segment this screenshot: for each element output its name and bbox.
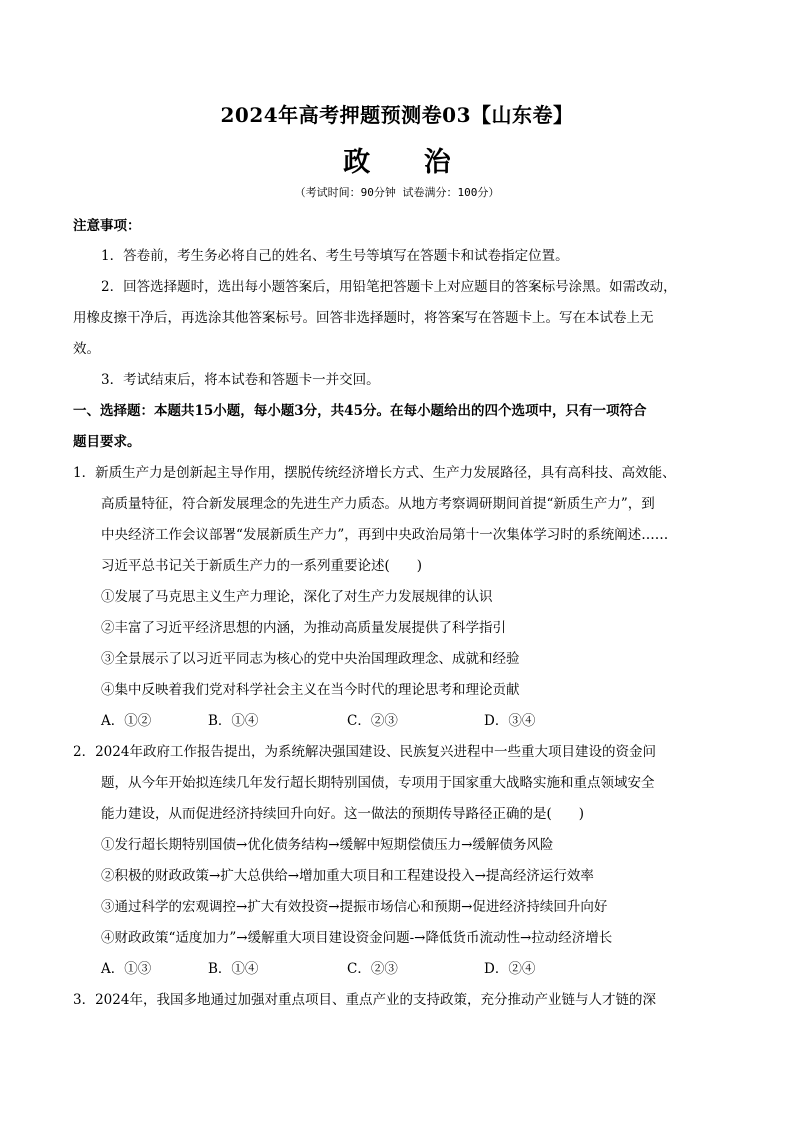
- q2-statement-2: ②积极的财政政策→扩大总供给→增加重大项目和工程建设投入→提高经济运行效率: [101, 868, 594, 884]
- notice-item-2-line-2: 用橡皮擦干净后，再选涂其他答案标号。回答非选择题时，将答案写在答题卡上。写在本试卷上无: [73, 310, 654, 326]
- q2-option-c[interactable]: C．②③: [347, 961, 398, 977]
- q1-statement-3: ③全景展示了以习近平同志为核心的党中央治国理政理念、成就和经验: [101, 651, 520, 667]
- q3-stem-line-1: 3．2024年，我国多地通过加强对重点项目、重点产业的支持政策，充分推动产业链与人才链的深: [73, 992, 656, 1008]
- section-heading-line-1: 一、选择题：本题共15小题，每小题3分，共45分。在每小题给出的四个选项中，只有一项符合: [73, 403, 647, 419]
- q1-option-c[interactable]: C．②③: [347, 713, 398, 729]
- q2-statement-1: ①发行超长期特别国债→优化债务结构→缓解中短期偿债压力→缓解债务风险: [101, 837, 554, 853]
- q2-statement-4: ④财政政策“适度加力”→缓解重大项目建设资金问题-→降低货币流动性→拉动经济增长: [101, 930, 613, 946]
- notice-item-1: 1．答卷前，考生务必将自己的姓名、考生号等填写在答题卡和试卷指定位置。: [101, 248, 569, 264]
- subject-title: 政 治: [343, 147, 473, 178]
- notice-item-2-line-1: 2．回答选择题时，选出每小题答案后，用铅笔把答题卡上对应题目的答案标号涂黑。如需改动，: [101, 279, 677, 295]
- q2-options: [0, 959, 794, 979]
- q1-option-b[interactable]: B．①④: [208, 713, 259, 729]
- q2-stem-line-2: 题，从今年开始拟连续几年发行超长期特别国债，专项用于国家重大战略实施和重点领域安全: [101, 775, 655, 791]
- q1-statement-1: ①发展了马克思主义生产力理论，深化了对生产力发展规律的认识: [101, 589, 493, 605]
- notice-item-3: 3．考试结束后，将本试卷和答题卡一并交回。: [101, 372, 380, 388]
- q2-option-d[interactable]: D．②④: [484, 961, 536, 977]
- notice-item-2-line-3: 效。: [73, 341, 100, 357]
- section-heading-line-2: 题目要求。: [73, 434, 141, 450]
- q1-option-d[interactable]: D．③④: [484, 713, 536, 729]
- exam-info: （考试时间：90分钟 试卷满分：100分）: [294, 186, 500, 199]
- q1-stem-line-2: 高质量特征，符合新发展理念的先进生产力质态。从地方考察调研期间首提“新质生产力”，到: [101, 496, 655, 512]
- q1-option-a[interactable]: A．①②: [101, 713, 152, 729]
- q2-statement-3: ③通过科学的宏观调控→扩大有效投资→提振市场信心和预期→促进经济持续回升向好: [101, 899, 608, 915]
- exam-title: 2024年高考押题预测卷03【山东卷】: [220, 103, 574, 127]
- q1-stem-line-3: 中央经济工作会议部署“发展新质生产力”，再到中央政治局第十一次集体学习时的系统阐述……: [101, 527, 669, 543]
- q2-option-a[interactable]: A．①③: [101, 961, 152, 977]
- q1-options: [0, 711, 794, 731]
- q1-stem-line-4: 习近平总书记关于新质生产力的一系列重要论述( ): [101, 558, 423, 574]
- q2-stem-line-1: 2．2024年政府工作报告提出，为系统解决强国建设、民族复兴进程中一些重大项目建设的资金问: [73, 744, 656, 760]
- q1-statement-4: ④集中反映着我们党对科学社会主义在当今时代的理论思考和理论贡献: [101, 682, 520, 698]
- notice-heading: 注意事项：: [73, 218, 141, 234]
- q2-stem-line-3: 能力建设，从而促进经济持续回升向好。这一做法的预期传导路径正确的是( ): [101, 806, 585, 822]
- q1-statement-2: ②丰富了习近平经济思想的内涵，为推动高质量发展提供了科学指引: [101, 620, 506, 636]
- q1-stem-line-1: 1．新质生产力是创新起主导作用，摆脱传统经济增长方式、生产力发展路径，具有高科技、高效能、: [73, 465, 676, 481]
- q2-option-b[interactable]: B．①④: [208, 961, 259, 977]
